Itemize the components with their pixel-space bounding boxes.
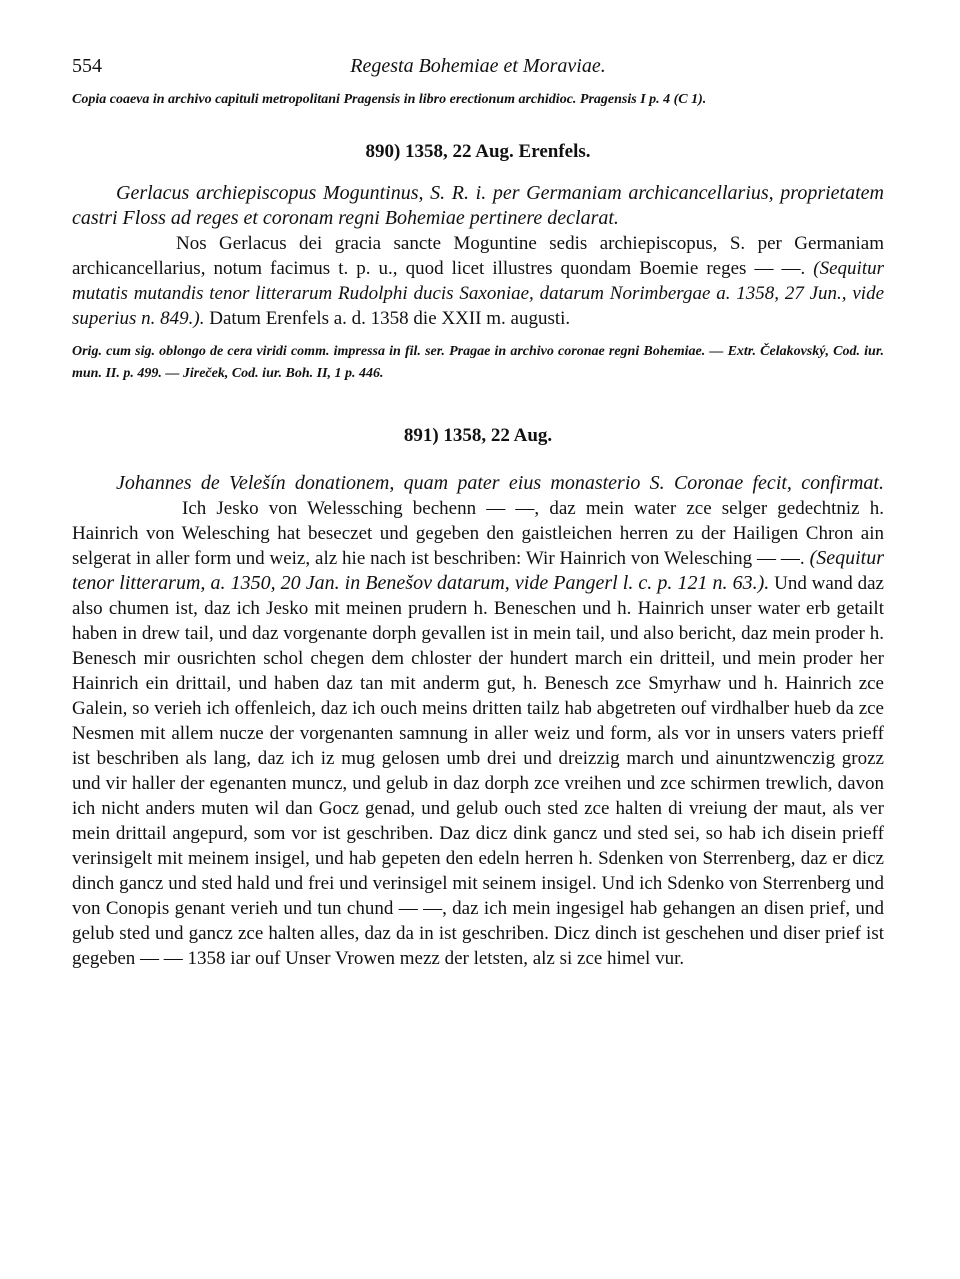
entry-891-regest: Johannes de Velešín donationem, quam pater eius monasterio S. Coronae fecit, confirmat. [116, 472, 884, 494]
source-note-previous: Copia coaeva in archivo capituli metropolitani Pragensis in libro erectionum archidioc. Pragensis I p. 4 (C 1). [72, 92, 707, 107]
entry-890-source-note: Orig. cum sig. oblongo de cera viridi comm. impressa in fil. ser. Pragae in archivo coronae regni Bohemiae. — Extr. Čelakovský, Cod. iur. mun. II. p. 499. — Jireček, Cod. iur. Boh. II, 1 p. 446. [72, 344, 884, 381]
entry-891-text [72, 471, 884, 971]
document-page [72, 55, 884, 971]
entry-890-text [72, 231, 884, 331]
entry-891-text-b: (Sequitur tenor litterarum, a. 1350, 20 Jan. in Benešov datarum, vide Pangerl l. c. p. 121 n. 63.). [72, 547, 884, 594]
entry-890-regest: Gerlacus archiepiscopus Moguntinus, S. R. i. per Germaniam archicancellarius, proprietatem castri Floss ad reges et coronam regni Bohemiae pertinere declarat. [72, 182, 884, 229]
entry-891-heading: 891) 1358, 22 Aug. [403, 425, 553, 446]
entry-891-text-c: Und wand daz also chumen ist, daz ich Jesko mit meinen prudern h. Beneschen und h. Hainrich unser water erb getailt haben in drew tail, und daz vorgenante dorph gevallen ist in mein tail, und also bericht, daz mein proder h. Benesch mir ousrichten schol chegen dem chloster der hundert march ein dritteil, und mein proder her Hainrich ein drittail, und haben daz tan mit anderm gut, h. Benesch zce Smyrhaw und h. Hainrich zce Galein, so verieh ich offenleich, daz ich ouch meins dritten tailz hab abgetreten ouf virdhalber hueb da zce Nesmen mit allem nucze der vorgenanten samnung in aller weiz und form, als vor in unsers vaters prieff ist beschriben als lang, daz ich iz mug gelosen umb drei und dreizzig march und ainuntzwenczig grozz und vir haller der egenanten muncz, und gelub in daz dorph zce vreihen und zce schirmen trewlich, davon ich nicht anders muten wil dan Gocz genad, und gelub ouch sted zce halten di vreiung der maut, als ver mein drittail angepurd, som vor ist geschriben. Daz dicz dink gancz und sted sei, so hab ich disein prieff verinsigelt mit meinem insigel, und hab gepeten den edeln herren h. Sdenken von Sterrenberg, daz er dicz dinch gancz und sted hald und frei und verinsigel mit seinem insigel. Und ich Sdenko von Sterrenberg und von Conopis genant verieh und tun chund — —, daz ich mein ingesigel hab gehangen an disen prief, und gelub sted und gancz zce halten alles, daz da in ist geschriben. Dicz dinch ist geschehen und diser prief ist gegeben — — 1358 iar ouf Unser Vrowen mezz der letsten, alz si zce himel vur. [72, 573, 884, 969]
running-header [72, 55, 884, 89]
entry-890-heading: 890) 1358, 22 Aug. Erenfels. [365, 141, 591, 162]
entry-891-text-a: Ich Jesko von Welessching bechenn — —, daz mein water zce selger gedechtniz h. Hainrich von Welesching hat beseczet und gegeben den gaistleichen herren zu der Hailigen Chron ain selgerat in aller form und weiz, alz hie nach ist beschriben: Wir Hainrich von Welesching — —. [72, 498, 884, 569]
entry-890-text-b: (Sequitur mutatis mutandis tenor litterarum Rudolphi ducis Saxoniae, datarum Norimbergae a. 1358, 27 Jun., vide superius n. 849.). [72, 258, 884, 329]
running-title: Regesta Bohemiae et Moraviae. [350, 55, 606, 77]
page-number: 554 [72, 55, 102, 77]
entry-890-text-c: Datum Erenfels a. d. 1358 die XXII m. augusti. [204, 308, 571, 329]
entry-890-text-a: Nos Gerlacus dei gracia sancte Moguntine sedis archiepiscopus, S. per Germaniam archicancellarius, notum facimus t. p. u., quod licet illustres quondam Boemie reges — —. [72, 233, 884, 279]
